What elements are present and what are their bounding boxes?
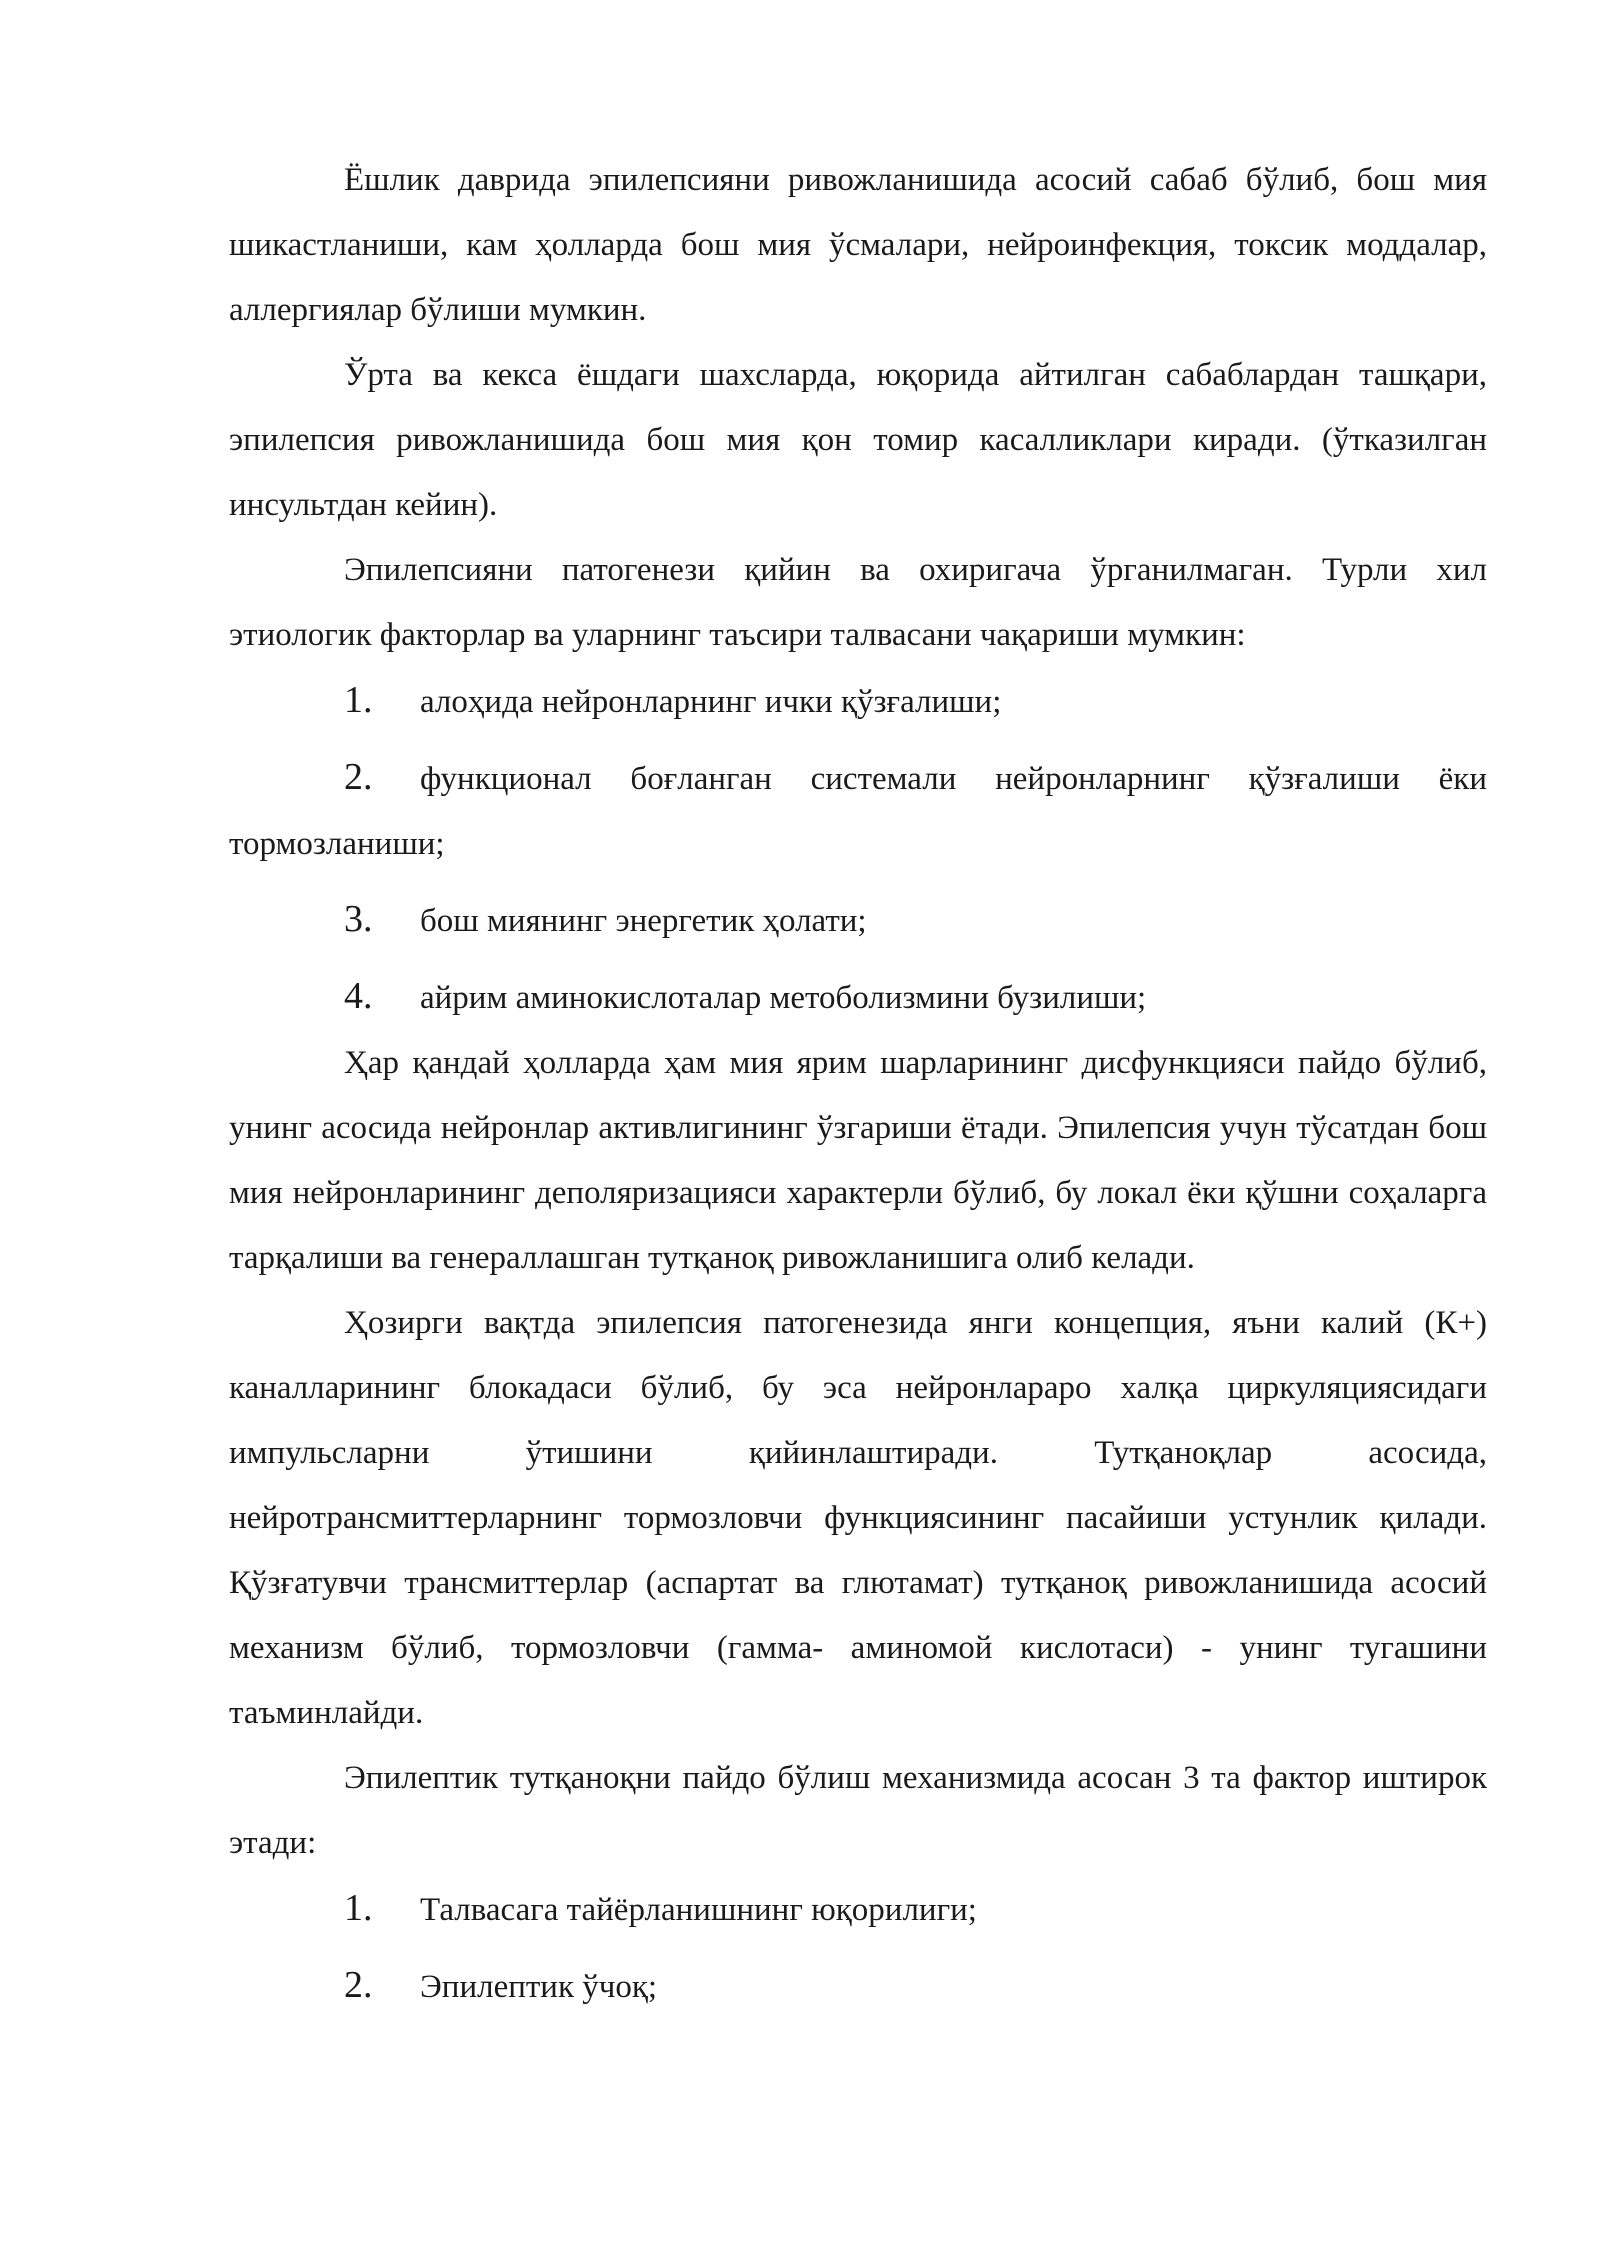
paragraph: Ўрта ва кекса ёшдаги шахсларда, юқорида айтилган сабаблардан ташқари, эпилепсия ривожланишида бош мия қон томир касалликлари киради. (ўтказилган инсультдан кейин). (229, 357, 1487, 523)
list-number: 1. (344, 679, 373, 721)
paragraph: Ҳар қандай ҳолларда ҳам мия ярим шарларининг дисфункцияси пайдо бўлиб, унинг асосида нейронлар активлигининг ўзгариши ётади. Эпилепсия учун тўсатдан бош мия нейронларининг деполяризацияси характерли бўлиб, бу локал ёки қўшни соҳаларга тарқалиши ва генераллашган тутқаноқ ривожланишига олиб келади. (229, 1045, 1487, 1276)
list-item-text: функционал боғланган системали нейронларнинг қўзғалиши ёки тормозланиши; (229, 761, 1487, 862)
list-number: 4. (344, 975, 373, 1017)
list-item (229, 1953, 1487, 2020)
list-number: 2. (344, 1964, 373, 2006)
paragraph: Эпилептик тутқаноқни пайдо бўлиш механизмида асосан 3 та фактор иштирок этади: (229, 1760, 1487, 1861)
list-item-text: алоҳида нейронларнинг ички қўзғалиши; (420, 684, 1002, 720)
list-number: 3. (344, 898, 373, 940)
document-body (229, 148, 1487, 2020)
list-item-text: Талвасага тайёрланишнинг юқорилиги; (420, 1892, 977, 1928)
list-item (229, 887, 1487, 954)
list-number: 1. (344, 1887, 373, 1929)
list-item-text: бош миянинг энергетик ҳолати; (420, 903, 867, 939)
list-item-text: Эпилептик ўчоқ; (420, 1969, 658, 2005)
list-item (229, 964, 1487, 1031)
list-item-text: айрим аминокислоталар метоболизмини бузилиши; (420, 980, 1147, 1016)
list-item (229, 745, 1487, 877)
paragraph: Эпилепсияни патогенези қийин ва охиригача ўрганилмаган. Турли хил этиологик факторлар ва уларнинг таъсири талвасани чақариши мумкин: (229, 552, 1487, 653)
list-item (229, 1876, 1487, 1943)
list-item (229, 668, 1487, 735)
list-number: 2. (344, 756, 373, 798)
paragraph: Ёшлик даврида эпилепсияни ривожланишида асосий сабаб бўлиб, бош мия шикастланиши, кам ҳолларда бош мия ўсмалари, нейроинфекция, токсик моддалар, аллергиялар бўлиши мумкин. (229, 162, 1487, 328)
paragraph: Ҳозирги вақтда эпилепсия патогенезида янги концепция, яъни калий (К+) каналларининг блокадаси бўлиб, бу эса нейронлараро халқа циркуляциясидаги импульсларни ўтишини қийинлаштиради. Тутқаноқлар асосида, нейротрансмиттерларнинг тормозловчи функциясининг пасайиши устунлик қилади. Қўзғатувчи трансмиттерлар (аспартат ва глютамат) тутқаноқ ривожланишида асосий механизм бўлиб, тормозловчи (гамма- аминомой кислотаси) - унинг тугашини таъминлайди. (229, 1305, 1487, 1731)
